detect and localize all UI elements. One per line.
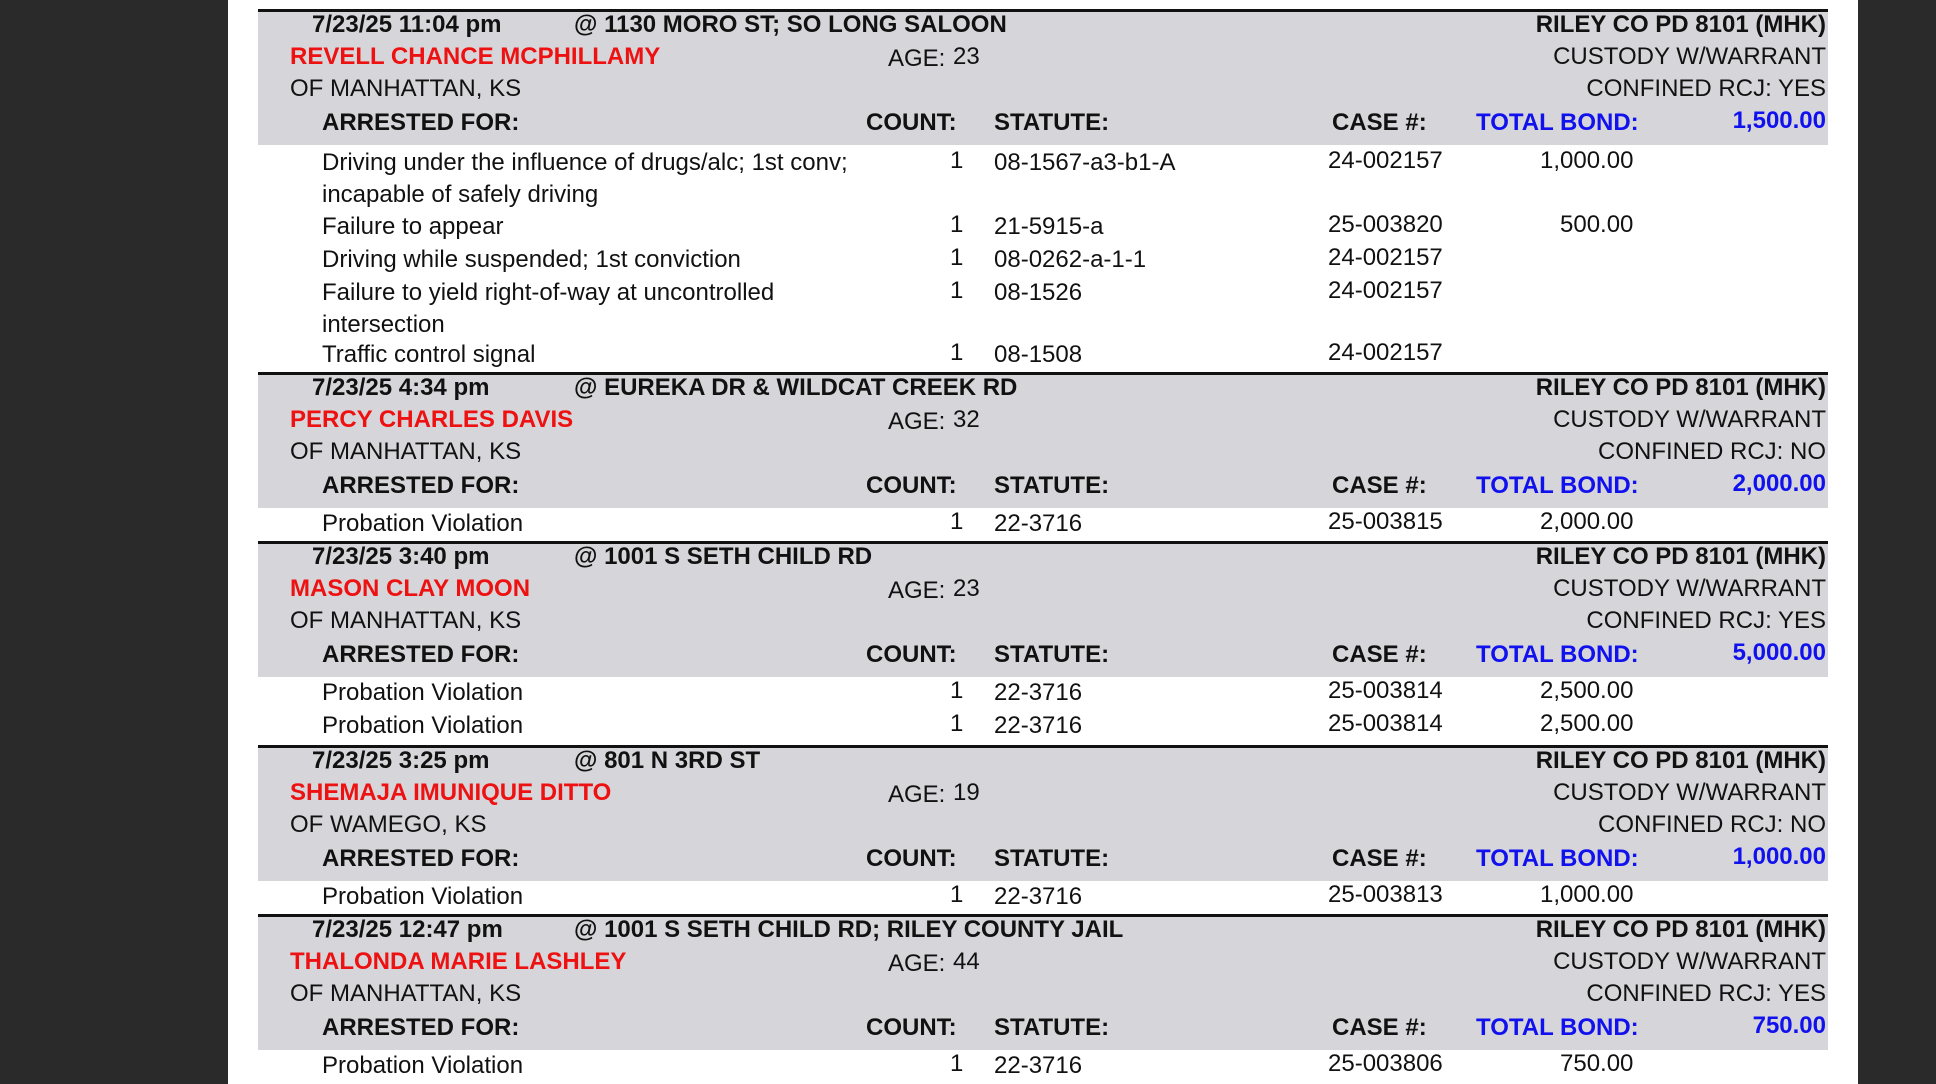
- confined-status: CONFINED RCJ: YES: [1586, 75, 1826, 102]
- arrestee-age: 23: [953, 43, 980, 70]
- confined-status: CONFINED RCJ: YES: [1586, 607, 1826, 634]
- charge-statute: 08-0262-a-1-1: [994, 246, 1147, 273]
- charge-bond: 2,500.00: [1540, 710, 1634, 737]
- arrest-datetime: 7/23/25 3:25 pm: [312, 747, 490, 774]
- charge-bond: 500.00: [1560, 211, 1634, 238]
- arresting-agency: RILEY CO PD 8101 (MHK): [1535, 916, 1826, 943]
- charge-description: Driving under the influence of drugs/alc; 1st conv; incapable of safely driving: [322, 149, 848, 208]
- total-bond-value: 5,000.00: [1732, 639, 1826, 666]
- charge-case: 25-003806: [1328, 1050, 1443, 1077]
- total-bond-label: TOTAL BOND:: [1476, 109, 1639, 136]
- arrestee-name: MASON CLAY MOON: [290, 575, 531, 602]
- charge-case: 24-002157: [1328, 277, 1443, 304]
- case-label: CASE #:: [1332, 109, 1427, 136]
- charge-description: Failure to appear: [322, 213, 504, 240]
- charge-statute: 08-1567-a3-b1-A: [994, 149, 1176, 176]
- charge-description: Probation Violation: [322, 510, 524, 537]
- charge-case: 25-003820: [1328, 211, 1443, 238]
- age-label: AGE:: [888, 577, 946, 604]
- charge-bond: 1,000.00: [1540, 881, 1634, 908]
- arrested-for-label: ARRESTED FOR:: [322, 472, 520, 499]
- charge-count: 1: [950, 508, 964, 535]
- charge-bond: 1,000.00: [1540, 147, 1634, 174]
- arrest-record: [258, 914, 1828, 1084]
- custody-status: CUSTODY W/WARRANT: [1553, 406, 1826, 433]
- charge-case: 24-002157: [1328, 244, 1443, 271]
- arrestee-age: 19: [953, 779, 980, 806]
- age-label: AGE:: [888, 950, 946, 977]
- charge-count: 1: [950, 339, 964, 366]
- charge-description: Traffic control signal: [322, 341, 536, 368]
- document-page: [228, 0, 1858, 1084]
- charge-bond: 750.00: [1560, 1050, 1634, 1077]
- arrest-datetime: 7/23/25 12:47 pm: [312, 916, 503, 943]
- case-label: CASE #:: [1332, 641, 1427, 668]
- confined-status: CONFINED RCJ: NO: [1598, 811, 1826, 838]
- arrest-location: @ 801 N 3RD ST: [574, 747, 761, 774]
- arrest-location: @ 1001 S SETH CHILD RD: [574, 543, 873, 570]
- total-bond-value: 1,000.00: [1732, 843, 1826, 870]
- count-label: COUNT:: [866, 472, 957, 499]
- age-label: AGE:: [888, 45, 946, 72]
- charge-description: Probation Violation: [322, 712, 524, 739]
- age-label: AGE:: [888, 781, 946, 808]
- charge-count: 1: [950, 244, 964, 271]
- statute-label: STATUTE:: [994, 109, 1110, 136]
- statute-label: STATUTE:: [994, 641, 1110, 668]
- total-bond-value: 2,000.00: [1732, 470, 1826, 497]
- charge-statute: 22-3716: [994, 1052, 1083, 1079]
- charge-bond: 2,500.00: [1540, 677, 1634, 704]
- charge-case: 24-002157: [1328, 339, 1443, 366]
- charge-description: Probation Violation: [322, 679, 524, 706]
- arrest-datetime: 7/23/25 3:40 pm: [312, 543, 490, 570]
- arrest-location: @ 1130 MORO ST; SO LONG SALOON: [574, 11, 1007, 38]
- total-bond-label: TOTAL BOND:: [1476, 845, 1639, 872]
- case-label: CASE #:: [1332, 1014, 1427, 1041]
- charge-description: Probation Violation: [322, 883, 524, 910]
- charge-case: 25-003814: [1328, 677, 1443, 704]
- charge-statute: 22-3716: [994, 510, 1083, 537]
- custody-status: CUSTODY W/WARRANT: [1553, 948, 1826, 975]
- arrested-for-label: ARRESTED FOR:: [322, 641, 520, 668]
- confined-status: CONFINED RCJ: YES: [1586, 980, 1826, 1007]
- charge-count: 1: [950, 277, 964, 304]
- charge-case: 25-003815: [1328, 508, 1443, 535]
- arresting-agency: RILEY CO PD 8101 (MHK): [1535, 543, 1826, 570]
- charge-description: Probation Violation: [322, 1052, 524, 1079]
- charge-count: 1: [950, 147, 964, 174]
- arrest-datetime: 7/23/25 11:04 pm: [312, 11, 502, 38]
- arrest-location: @ EUREKA DR & WILDCAT CREEK RD: [574, 374, 1018, 401]
- arrestee-age: 32: [953, 406, 980, 433]
- arrestee-age: 44: [953, 948, 980, 975]
- charge-count: 1: [950, 677, 964, 704]
- arresting-agency: RILEY CO PD 8101 (MHK): [1535, 747, 1826, 774]
- confined-status: CONFINED RCJ: NO: [1598, 438, 1826, 465]
- arrest-record: [258, 541, 1828, 744]
- arrest-record: [258, 745, 1828, 913]
- statute-label: STATUTE:: [994, 472, 1110, 499]
- charge-statute: 08-1526: [994, 279, 1083, 306]
- charge-bond: 2,000.00: [1540, 508, 1634, 535]
- residence: OF WAMEGO, KS: [290, 811, 487, 838]
- residence: OF MANHATTAN, KS: [290, 438, 522, 465]
- residence: OF MANHATTAN, KS: [290, 607, 522, 634]
- residence: OF MANHATTAN, KS: [290, 75, 522, 102]
- case-label: CASE #:: [1332, 845, 1427, 872]
- arrestee-name: THALONDA MARIE LASHLEY: [290, 948, 627, 975]
- arresting-agency: RILEY CO PD 8101 (MHK): [1535, 374, 1826, 401]
- arrest-record: [258, 9, 1828, 371]
- arrest-datetime: 7/23/25 4:34 pm: [312, 374, 490, 401]
- statute-label: STATUTE:: [994, 1014, 1110, 1041]
- charge-count: 1: [950, 881, 964, 908]
- age-label: AGE:: [888, 408, 946, 435]
- arrested-for-label: ARRESTED FOR:: [322, 845, 520, 872]
- count-label: COUNT:: [866, 109, 957, 136]
- charge-statute: 22-3716: [994, 679, 1083, 706]
- arrested-for-label: ARRESTED FOR:: [322, 1014, 520, 1041]
- arrestee-name: PERCY CHARLES DAVIS: [290, 406, 574, 433]
- arrestee-name: SHEMAJA IMUNIQUE DITTO: [290, 779, 612, 806]
- charge-statute: 22-3716: [994, 883, 1083, 910]
- charge-case: 24-002157: [1328, 147, 1443, 174]
- arrest-record: [258, 372, 1828, 540]
- count-label: COUNT:: [866, 845, 957, 872]
- total-bond-label: TOTAL BOND:: [1476, 1014, 1639, 1041]
- total-bond-label: TOTAL BOND:: [1476, 472, 1639, 499]
- charge-statute: 22-3716: [994, 712, 1083, 739]
- charge-description: Failure to yield right-of-way at uncontrolled intersection: [322, 279, 775, 338]
- arresting-agency: RILEY CO PD 8101 (MHK): [1535, 11, 1826, 38]
- charge-case: 25-003814: [1328, 710, 1443, 737]
- charge-count: 1: [950, 211, 964, 238]
- count-label: COUNT:: [866, 1014, 957, 1041]
- total-bond-value: 1,500.00: [1732, 107, 1826, 134]
- charge-description: Driving while suspended; 1st conviction: [322, 246, 741, 273]
- total-bond-label: TOTAL BOND:: [1476, 641, 1639, 668]
- arrested-for-label: ARRESTED FOR:: [322, 109, 520, 136]
- arrestee-name: REVELL CHANCE MCPHILLAMY: [290, 43, 661, 70]
- arrestee-age: 23: [953, 575, 980, 602]
- charge-statute: 21-5915-a: [994, 213, 1104, 240]
- custody-status: CUSTODY W/WARRANT: [1553, 43, 1826, 70]
- case-label: CASE #:: [1332, 472, 1427, 499]
- arrest-location: @ 1001 S SETH CHILD RD; RILEY COUNTY JAIL: [574, 916, 1124, 943]
- charge-statute: 08-1508: [994, 341, 1083, 368]
- residence: OF MANHATTAN, KS: [290, 980, 522, 1007]
- charge-count: 1: [950, 710, 964, 737]
- statute-label: STATUTE:: [994, 845, 1110, 872]
- charge-count: 1: [950, 1050, 964, 1077]
- charge-case: 25-003813: [1328, 881, 1443, 908]
- total-bond-value: 750.00: [1752, 1012, 1826, 1039]
- custody-status: CUSTODY W/WARRANT: [1553, 779, 1826, 806]
- custody-status: CUSTODY W/WARRANT: [1553, 575, 1826, 602]
- count-label: COUNT:: [866, 641, 957, 668]
